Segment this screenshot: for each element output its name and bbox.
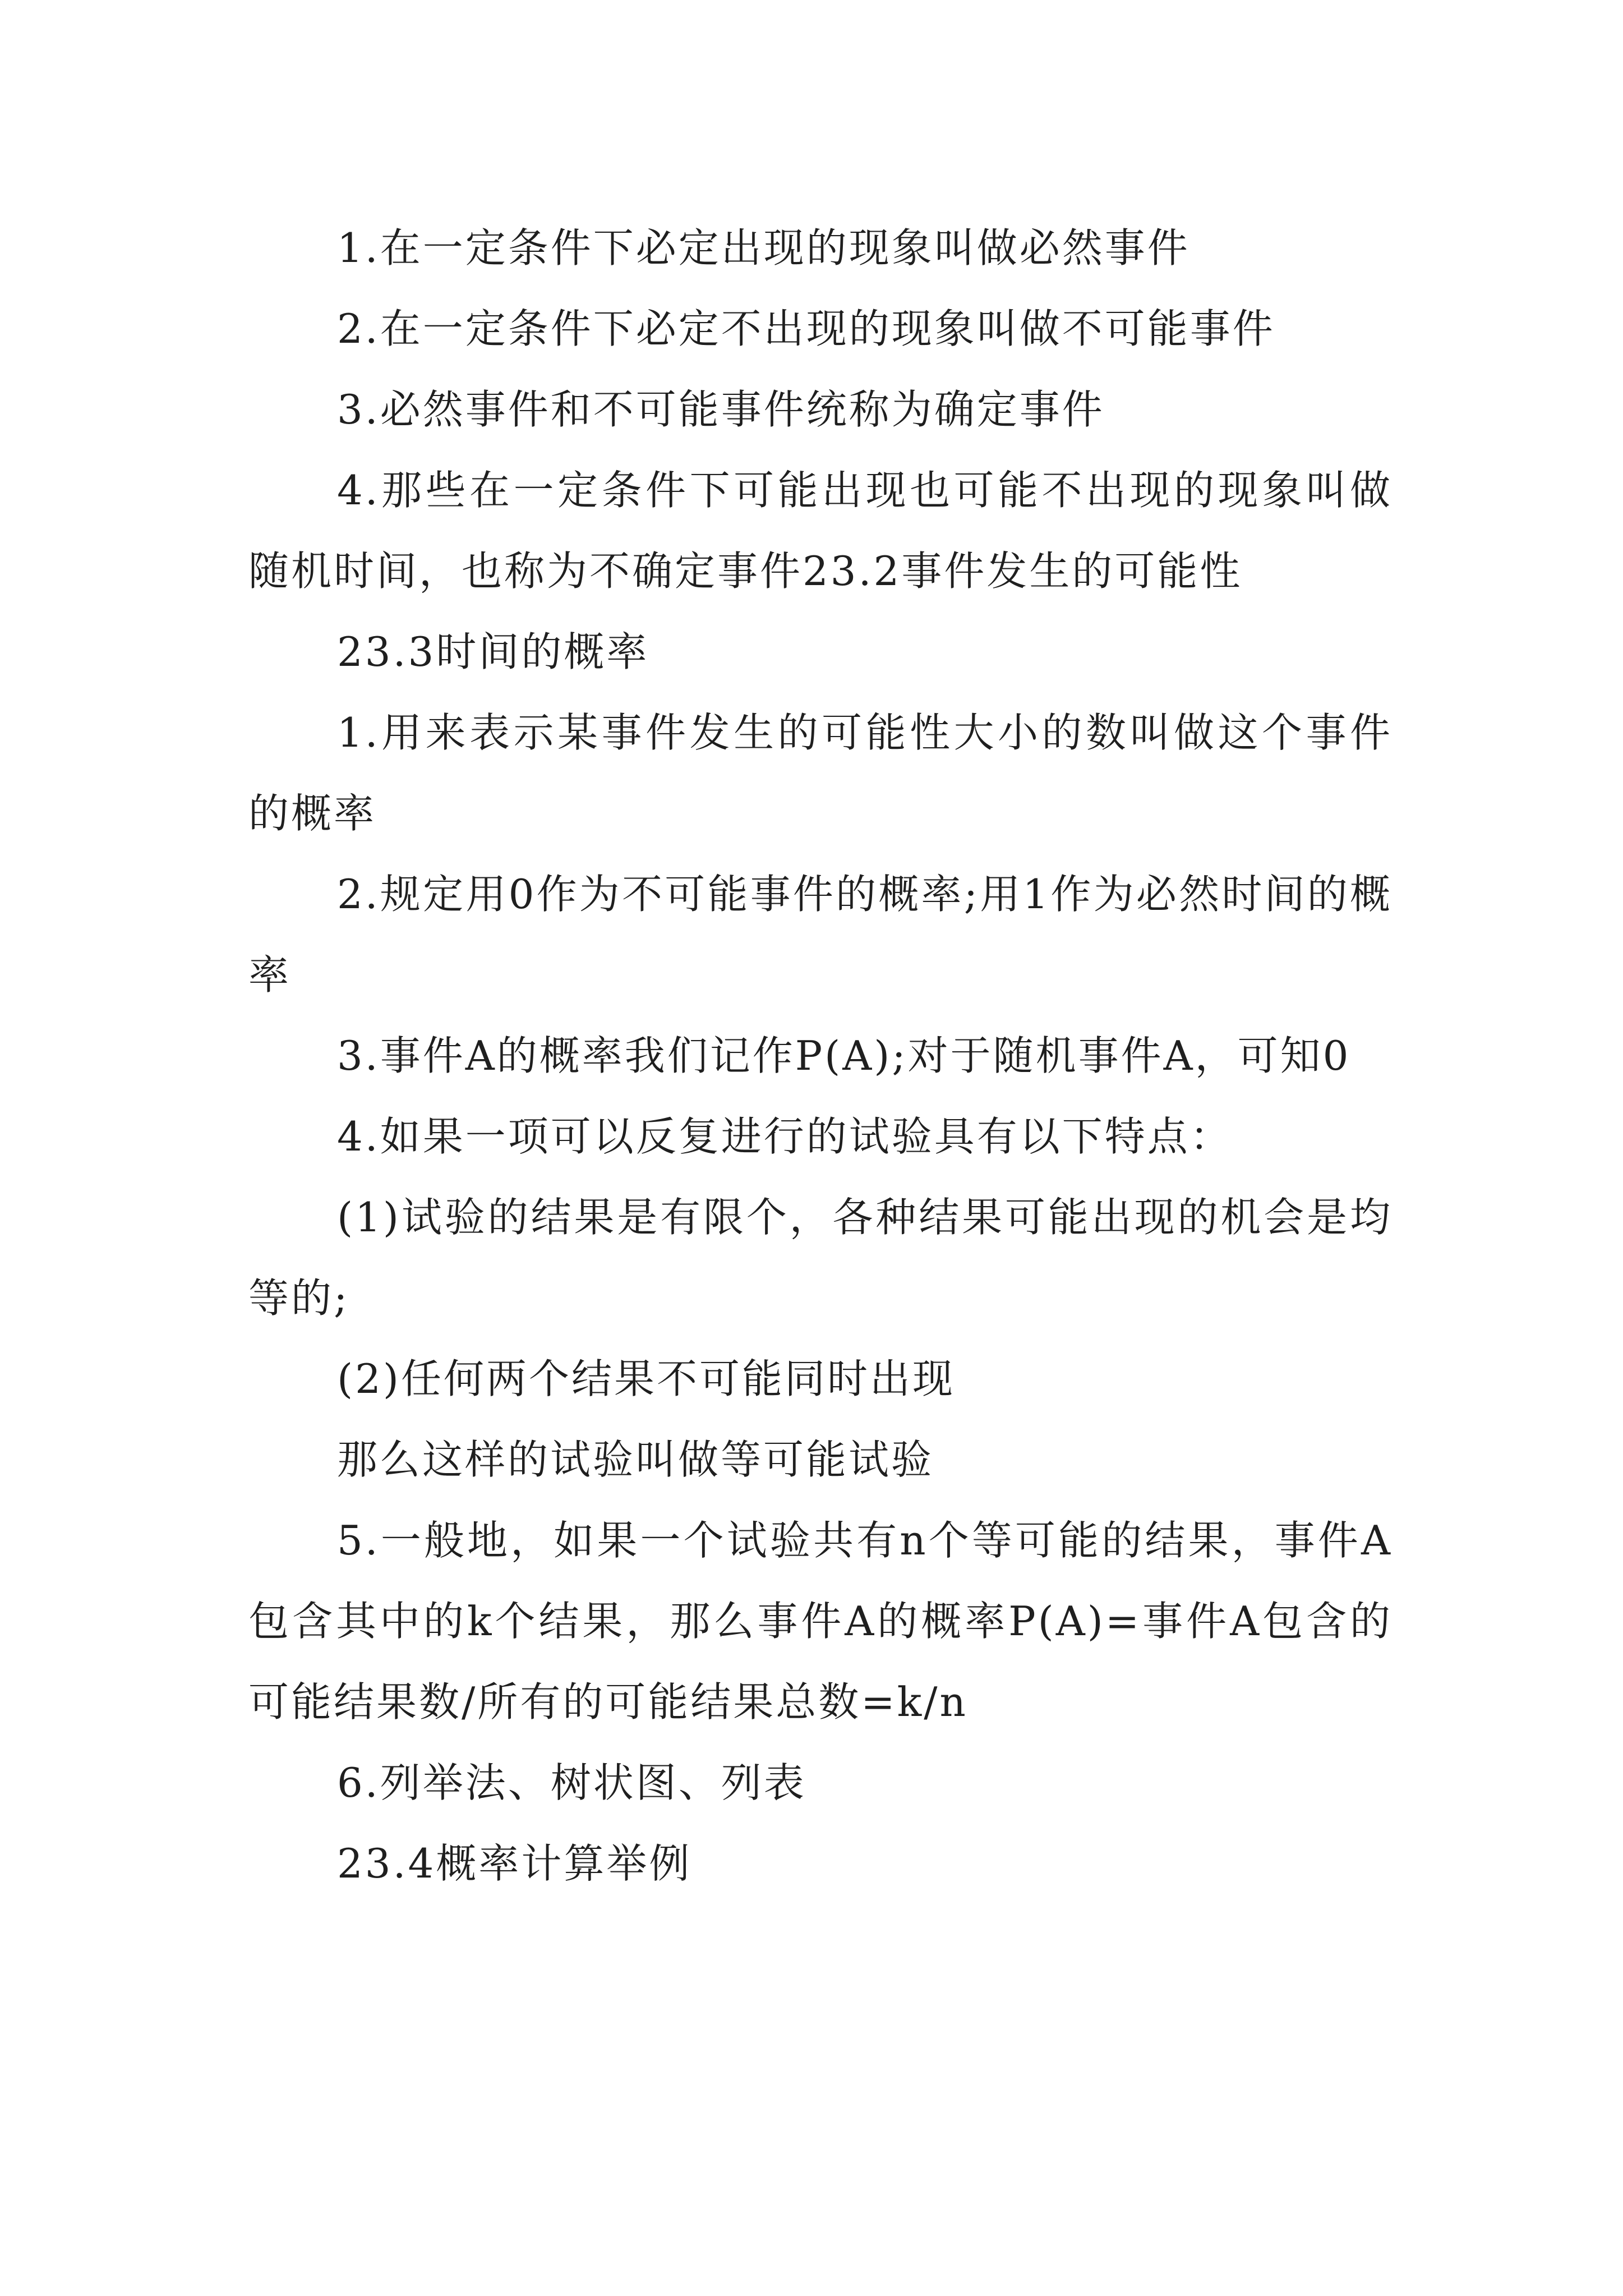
paragraph-certain-event: 1.在一定条件下必定出现的现象叫做必然事件 <box>337 224 1190 272</box>
paragraph-equal-likelihood-trial: 那么这样的试验叫做等可能试验 <box>337 1436 934 1483</box>
paragraph-methods: 6.列举法、树状图、列表 <box>337 1759 806 1806</box>
paragraph-probability-bounds: 2.规定用0作为不可能事件的概率;用1作为必然时间的概率 <box>248 871 1393 999</box>
paragraph-condition-2: (2)任何两个结果不可能同时出现 <box>337 1355 955 1402</box>
section-heading-23-4: 23.4概率计算举例 <box>337 1840 692 1887</box>
paragraph-condition-1: (1)试验的结果是有限个，各种结果可能出现的机会是均等的; <box>248 1194 1393 1322</box>
paragraph-impossible-event: 2.在一定条件下必定不出现的现象叫做不可能事件 <box>337 305 1275 352</box>
paragraph-equal-likelihood-conditions: 4.如果一项可以反复进行的试验具有以下特点： <box>337 1113 1233 1160</box>
paragraph-probability-definition: 1.用来表示某事件发生的可能性大小的数叫做这个事件的概率 <box>248 709 1393 837</box>
document-body <box>248 208 1393 1904</box>
section-heading-23-3: 23.3时间的概率 <box>337 628 649 675</box>
paragraph-random-event: 4.那些在一定条件下可能出现也可能不出现的现象叫做随机时间，也称为不确定事件23.2事件发生的可能性 <box>248 467 1393 595</box>
paragraph-determined-event: 3.必然事件和不可能事件统称为确定事件 <box>337 386 1105 433</box>
paragraph-probability-formula: 5.一般地，如果一个试验共有n个等可能的结果，事件A包含其中的k个结果，那么事件A的概率P(A)=事件A包含的可能结果数/所有的可能结果总数=k/n <box>248 1517 1393 1726</box>
paragraph-probability-notation: 3.事件A的概率我们记作P(A);对于随机事件A，可知0 <box>337 1032 1351 1079</box>
